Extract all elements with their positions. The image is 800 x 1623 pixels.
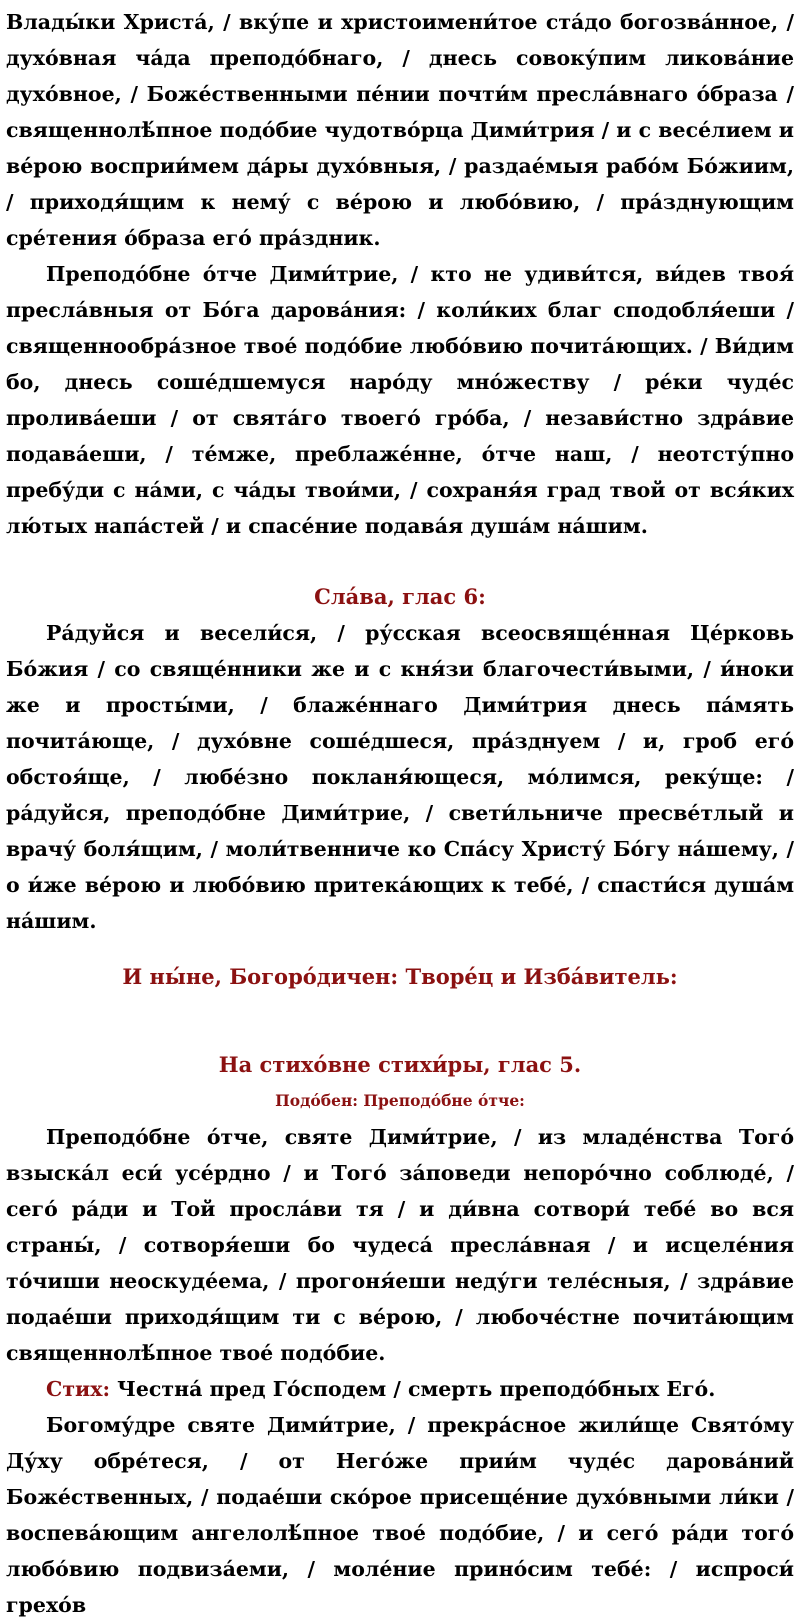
aposticha-heading: На стихо́вне стихи́ры, глас 5.	[218, 1052, 582, 1077]
sticheron-text: Преподо́бне о́тче Дими́трие, / кто не удиви́тся, ви́дев твоя́ пресла́вныя от Бо́га дарова́ния: / коли́ких благ сподобля́еши / священнообра́зное твое́ подо́бие любо́вию почита́ющих. / Ви́дим бо, днесь соше́дшемуся наро́ду мно́жеству / ре́ки чуде́с пролива́еши / от свята́го твоего́ гро́ба, / незави́стно здра́вие подава́еши, / те́мже, преблаже́нне, о́тче наш, / неотсту́пно пребу́ди с на́ми, с ча́ды твои́ми, / сохраня́я град твой от вся́ких лю́тых напа́стей / и спасе́ние подава́я душа́м на́шим.	[6, 262, 794, 538]
sticheron-text: Влады́ки Христа́, / вку́пе и христоимени́тое ста́до богозва́нное, / духо́вная ча́да преподо́бнаго, / днесь совоку́пим ликова́ние духо́вное, / Боже́ственными пе́нии почти́м пресла́внаго о́браза / священнолѣ́пное подо́бие чудотво́рца Дими́трия / и с весе́лием и ве́рою восприи́мем да́ры духо́вныя, / раздае́мыя рабо́м Бо́жиим, / приходя́щим к нему́ с ве́рою и любо́вию, / пра́зднующим сре́тения о́браза его́ пра́здник.	[6, 10, 794, 250]
aposticha-sticheron-text: Преподо́бне о́тче, святе Дими́трие, / из младе́нства Того́ взыска́л еси́ усе́рдно / и Того́ за́поведи непоро́чно соблюде́, / сего́ ра́ди и Той просла́ви тя / и ди́вна сотвори́ тебе́ во вся страны́, / сотворя́еши бо чудеса́ пресла́вная / и исцеле́ния то́чиши неоскуде́ема, / прогоня́еши неду́ги теле́сныя, / здра́вие подае́ши приходя́щим ти с ве́рою, / любоче́стне почита́ющим священнолѣ́пное твое́ подо́бие.	[6, 1125, 794, 1365]
aposticha-model-melody: Подо́бен: Преподо́бне о́тче:	[275, 1091, 525, 1110]
verse-line	[6, 1371, 794, 1407]
verse-label: Стих:	[46, 1377, 111, 1401]
glory-sticheron-text: Ра́дуйся и весели́ся, / ру́сская всеосвяще́нная Це́рковь Бо́жия / со свяще́нники же и с кня́зи благочести́выми, / и́ноки же и просты́ми, / блаже́ннаго Дими́трия днесь па́мять почита́юще, / духо́вне соше́дшеся, пра́зднуем / и, гроб его́ обстоя́ще, / любе́зно покланя́ющеся, мо́лимся, реку́ще: / ра́дуйся, преподо́бне Дими́трие, / свети́льниче пресве́тлый и врачу́ боля́щим, / моли́твенниче ко Спа́су Христу́ Бо́гу на́шему, / о и́же ве́рою и любо́вию притека́ющих к тебе́, / спасти́ся душа́м на́шим.	[6, 621, 794, 933]
verse-text: Честна́ пред Го́сподем / смерть преподо́бных Его́.	[117, 1377, 716, 1401]
glory-heading: Сла́ва, глас 6:	[314, 584, 486, 609]
aposticha-sticheron-text: Богому́дре святе Дими́трие, / прекра́сное жили́ще Свято́му Ду́ху обре́теся, / от Него́же прии́м чуде́с дарова́ний Боже́ственных, / подае́ши ско́рое присеще́ние духо́вными ли́ки / воспева́ющим ангелолѣ́пное твое́ подо́бие, / и сего́ ра́ди того́ любо́вию подвиза́еми, / моле́ние прино́сим тебе́: / испроси́ грехо́в	[6, 1413, 794, 1617]
theotokion-heading: И ны́не, Богоро́дичен: Творе́ц и Изба́витель:	[122, 964, 678, 989]
